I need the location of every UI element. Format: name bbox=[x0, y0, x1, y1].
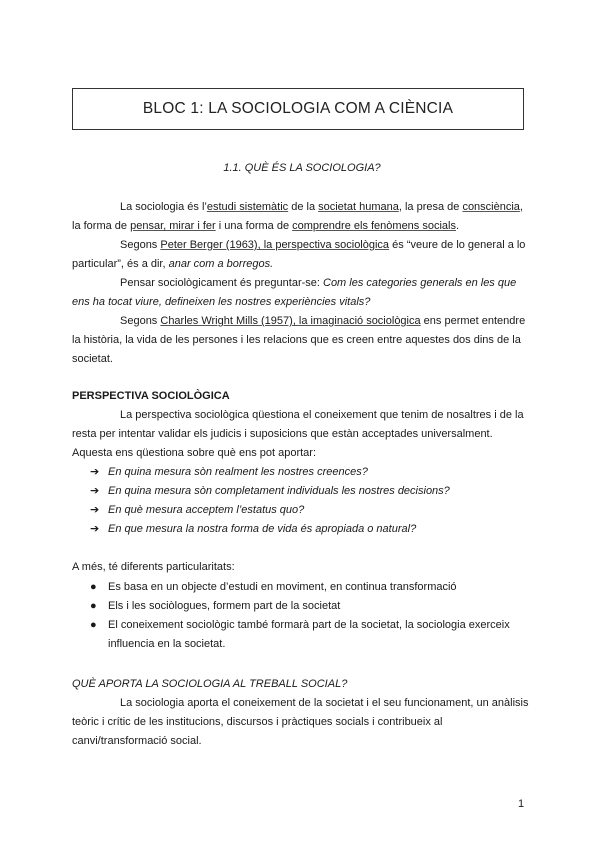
question-list bbox=[90, 463, 450, 539]
bullet-icon: ● bbox=[90, 581, 97, 593]
paragraph-perspective: La perspectiva sociològica qüestiona el coneixement que tenim de nosaltres i de la resta per intentar validar els judicis i suposicions que estàn acceptades universalment. bbox=[72, 409, 524, 440]
paragraph-features-intro: A més, té diferents particularitats: bbox=[72, 561, 235, 573]
paragraph-definition: La sociologia és l’estudi sistemàtic de la societat humana, la presa de consciència, la forma de pensar, mirar i fer i una forma de comprendre els fenòmens socials. bbox=[72, 201, 523, 232]
bullet-icon: ● bbox=[90, 600, 97, 612]
list-item: ➔ En quina mesura sòn realment les nostres creences? bbox=[90, 463, 450, 482]
arrow-icon: ➔ bbox=[90, 485, 100, 497]
term-systematic-study: estudi sistemàtic bbox=[206, 201, 289, 213]
term-berger: Peter Berger (1963), la perspectiva sociològica bbox=[160, 239, 390, 251]
term-mills: Charles Wright Mills (1957), la imaginació sociològica bbox=[160, 315, 421, 327]
list-item: ● El coneixement sociològic també formarà part de la societat, la sociologia exerceix influencia en la societat. bbox=[90, 616, 530, 654]
list-item: ➔ En que mesura la nostra forma de vida és apropiada o natural? bbox=[90, 520, 450, 539]
paragraph-social-work: La sociologia aporta el coneixement de la societat i el seu funcionament, un anàlisis teòric i crític de les institucions, discursos i pràctiques socials i contribueix al canvi/transformació social. bbox=[72, 697, 529, 747]
section-heading-social-work: QUÈ APORTA LA SOCIOLOGIA AL TREBALL SOCIAL? bbox=[72, 678, 348, 690]
page-number: 1 bbox=[518, 798, 525, 810]
paragraph-thinking-sociologically: Pensar sociològicament és preguntar-se: Com les categories generals en les que ens ha tocat viure, defineixen les nostres experiències vitals? bbox=[72, 277, 517, 308]
list-item: ➔ En què mesura acceptem l’estatus quo? bbox=[90, 501, 450, 520]
arrow-icon: ➔ bbox=[90, 523, 100, 535]
term-human-society: societat humana bbox=[318, 201, 399, 213]
section-heading-what-is-sociology: 1.1. QUÈ ÉS LA SOCIOLOGIA? bbox=[223, 162, 381, 174]
term-think-look-do: pensar, mirar i fer bbox=[130, 220, 216, 232]
arrow-icon: ➔ bbox=[90, 504, 100, 516]
term-social-phenomena: comprendre els fenòmens socials bbox=[292, 220, 456, 232]
paragraph-berger: Segons Peter Berger (1963), la perspectiva sociològica és “veure de lo general a lo particular”, és a dir, anar com a borregos. bbox=[72, 239, 526, 270]
arrow-icon: ➔ bbox=[90, 466, 100, 478]
feature-list bbox=[90, 578, 530, 654]
list-item: ● Els i les sociòlogues, formem part de la societat bbox=[90, 597, 530, 616]
term-consciousness: consciència bbox=[462, 201, 520, 213]
paragraph-questions-intro: Aquesta ens qüestiona sobre què ens pot aportar: bbox=[72, 447, 317, 459]
page-title-box bbox=[72, 88, 524, 130]
list-item: ➔ En quina mesura sòn completament individuals les nostres decisions? bbox=[90, 482, 450, 501]
section-heading-perspective: PERSPECTIVA SOCIOLÒGICA bbox=[72, 390, 230, 402]
paragraph-mills: Segons Charles Wright Mills (1957), la imaginació sociològica ens permet entendre la història, la vida de les persones i les relacions que es creen entre aquestes dos dins de la societat. bbox=[72, 315, 526, 365]
page-title: BLOC 1: LA SOCIOLOGIA COM A CIÈNCIA bbox=[142, 100, 454, 117]
list-item: ● Es basa en un objecte d’estudi en moviment, en continua transformació bbox=[90, 578, 530, 597]
bullet-icon: ● bbox=[90, 619, 97, 631]
